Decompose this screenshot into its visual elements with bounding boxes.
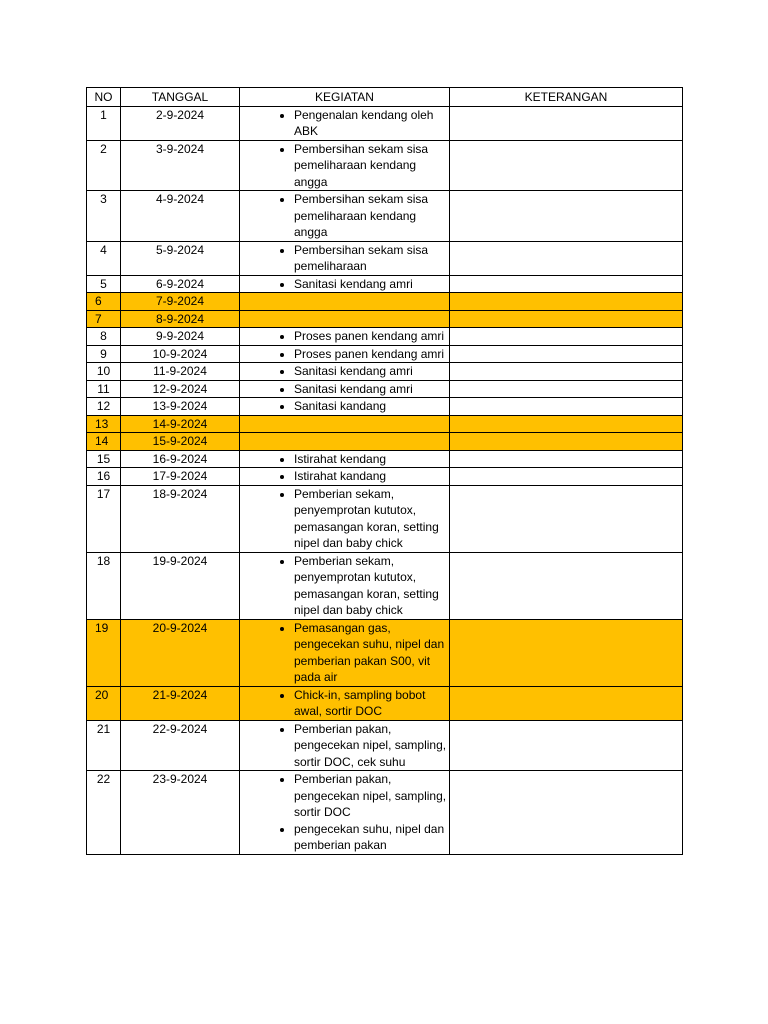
activity-list	[242, 721, 447, 771]
row-keterangan	[450, 450, 683, 468]
row-activities	[240, 485, 450, 552]
row-date: 21-9-2024	[121, 686, 240, 720]
table-row	[87, 293, 683, 311]
row-date: 13-9-2024	[121, 398, 240, 416]
activity-list	[242, 771, 447, 854]
activity-list	[242, 381, 447, 398]
row-activities	[240, 686, 450, 720]
activity-item: • Istirahat kandang	[294, 468, 447, 485]
table-row	[87, 275, 683, 293]
row-number: 20	[87, 686, 121, 720]
table-row	[87, 686, 683, 720]
activity-list	[242, 191, 447, 241]
activity-list	[242, 363, 447, 380]
row-number: 13	[87, 415, 121, 433]
row-date: 20-9-2024	[121, 619, 240, 686]
row-date: 10-9-2024	[121, 345, 240, 363]
row-activities	[240, 380, 450, 398]
row-keterangan	[450, 619, 683, 686]
row-date: 16-9-2024	[121, 450, 240, 468]
activity-list	[242, 687, 447, 720]
row-date: 7-9-2024	[121, 293, 240, 311]
row-keterangan	[450, 468, 683, 486]
row-keterangan	[450, 140, 683, 191]
row-keterangan	[450, 363, 683, 381]
row-number: 4	[87, 241, 121, 275]
table-row	[87, 380, 683, 398]
activity-list	[242, 553, 447, 619]
row-keterangan	[450, 345, 683, 363]
activity-list	[242, 311, 447, 327]
row-activities	[240, 293, 450, 311]
row-date: 3-9-2024	[121, 140, 240, 191]
row-keterangan	[450, 310, 683, 328]
header-kegiatan: KEGIATAN	[240, 88, 450, 107]
row-number: 21	[87, 720, 121, 771]
table-row	[87, 140, 683, 191]
activity-list	[242, 346, 447, 363]
table-row	[87, 106, 683, 140]
row-keterangan	[450, 380, 683, 398]
header-tanggal: TANGGAL	[121, 88, 240, 107]
row-keterangan	[450, 398, 683, 416]
activity-list	[242, 242, 447, 275]
row-keterangan	[450, 191, 683, 242]
table-row	[87, 328, 683, 346]
activity-list	[242, 620, 447, 686]
row-date: 6-9-2024	[121, 275, 240, 293]
activity-item: • Sanitasi kendang amri	[294, 363, 447, 380]
row-number: 19	[87, 619, 121, 686]
activity-list	[242, 451, 447, 468]
activity-list	[242, 293, 447, 309]
row-date: 5-9-2024	[121, 241, 240, 275]
row-number: 15	[87, 450, 121, 468]
row-activities	[240, 398, 450, 416]
activity-item: • Pembersihan sekam sisa pemeliharaan kendang angga	[294, 141, 447, 191]
row-date: 8-9-2024	[121, 310, 240, 328]
row-activities	[240, 450, 450, 468]
row-date: 18-9-2024	[121, 485, 240, 552]
table-row	[87, 619, 683, 686]
activity-list	[242, 328, 447, 345]
row-keterangan	[450, 485, 683, 552]
row-number: 3	[87, 191, 121, 242]
table-row	[87, 485, 683, 552]
row-keterangan	[450, 106, 683, 140]
activity-list	[242, 276, 447, 293]
activity-list	[242, 416, 447, 432]
row-date: 11-9-2024	[121, 363, 240, 381]
row-keterangan	[450, 433, 683, 451]
table-row	[87, 720, 683, 771]
row-activities	[240, 275, 450, 293]
activity-item: • Proses panen kendang amri	[294, 346, 447, 363]
row-number: 9	[87, 345, 121, 363]
row-activities	[240, 415, 450, 433]
row-keterangan	[450, 686, 683, 720]
row-number: 7	[87, 310, 121, 328]
row-date: 4-9-2024	[121, 191, 240, 242]
table-row	[87, 363, 683, 381]
activity-item: • Pemberian pakan, pengecekan nipel, sampling, sortir DOC	[294, 771, 447, 821]
row-activities	[240, 552, 450, 619]
table-row	[87, 345, 683, 363]
activity-item: • pengecekan suhu, nipel dan pemberian pakan	[294, 821, 447, 854]
activity-item: • Pemberian sekam, penyemprotan kututox, pemasangan koran, setting nipel dan baby chick	[294, 486, 447, 552]
row-date: 17-9-2024	[121, 468, 240, 486]
activity-item: • Pemberian sekam, penyemprotan kututox, pemasangan koran, setting nipel dan baby chick	[294, 553, 447, 619]
row-number: 10	[87, 363, 121, 381]
row-date: 12-9-2024	[121, 380, 240, 398]
activity-item: • Istirahat kendang	[294, 451, 447, 468]
row-keterangan	[450, 415, 683, 433]
row-keterangan	[450, 552, 683, 619]
row-number: 1	[87, 106, 121, 140]
table-row	[87, 468, 683, 486]
table-row	[87, 450, 683, 468]
row-number: 12	[87, 398, 121, 416]
activity-list	[242, 141, 447, 191]
row-number: 5	[87, 275, 121, 293]
row-number: 17	[87, 485, 121, 552]
row-date: 15-9-2024	[121, 433, 240, 451]
activity-list	[242, 433, 447, 449]
header-keterangan: KETERANGAN	[450, 88, 683, 107]
row-number: 14	[87, 433, 121, 451]
activity-list	[242, 486, 447, 552]
row-keterangan	[450, 275, 683, 293]
row-date: 19-9-2024	[121, 552, 240, 619]
row-activities	[240, 328, 450, 346]
row-keterangan	[450, 771, 683, 855]
row-number: 6	[87, 293, 121, 311]
activity-item: • Sanitasi kandang	[294, 398, 447, 415]
row-activities	[240, 619, 450, 686]
row-activities	[240, 433, 450, 451]
activity-item: • Pembersihan sekam sisa pemeliharaan kendang angga	[294, 191, 447, 241]
table-body	[87, 106, 683, 854]
row-number: 8	[87, 328, 121, 346]
row-activities	[240, 241, 450, 275]
row-activities	[240, 191, 450, 242]
activity-item: • Pemberian pakan, pengecekan nipel, sampling, sortir DOC, cek suhu	[294, 721, 447, 771]
activity-item: • Sanitasi kendang amri	[294, 381, 447, 398]
table-row	[87, 241, 683, 275]
row-activities	[240, 140, 450, 191]
activity-item: • Pemasangan gas, pengecekan suhu, nipel dan pemberian pakan S00, vit pada air	[294, 620, 447, 686]
table-row	[87, 191, 683, 242]
row-number: 11	[87, 380, 121, 398]
row-activities	[240, 720, 450, 771]
header-no: NO	[87, 88, 121, 107]
row-keterangan	[450, 293, 683, 311]
activity-item: • Sanitasi kendang amri	[294, 276, 447, 293]
row-activities	[240, 771, 450, 855]
activity-list	[242, 107, 447, 140]
row-date: 14-9-2024	[121, 415, 240, 433]
table-row	[87, 433, 683, 451]
table-header-row	[87, 88, 683, 107]
activity-list	[242, 468, 447, 485]
row-activities	[240, 106, 450, 140]
table-row	[87, 310, 683, 328]
row-date: 23-9-2024	[121, 771, 240, 855]
row-number: 18	[87, 552, 121, 619]
table-row	[87, 415, 683, 433]
row-keterangan	[450, 241, 683, 275]
activity-item: • Chick-in, sampling bobot awal, sortir DOC	[294, 687, 447, 720]
activity-item: • Pengenalan kendang oleh ABK	[294, 107, 447, 140]
row-date: 2-9-2024	[121, 106, 240, 140]
row-date: 9-9-2024	[121, 328, 240, 346]
row-number: 16	[87, 468, 121, 486]
row-keterangan	[450, 720, 683, 771]
row-keterangan	[450, 328, 683, 346]
table-row	[87, 771, 683, 855]
table-row	[87, 398, 683, 416]
activity-list	[242, 398, 447, 415]
row-activities	[240, 363, 450, 381]
row-activities	[240, 345, 450, 363]
row-activities	[240, 310, 450, 328]
table-row	[87, 552, 683, 619]
row-number: 2	[87, 140, 121, 191]
row-activities	[240, 468, 450, 486]
row-date: 22-9-2024	[121, 720, 240, 771]
activity-log-table	[86, 87, 683, 855]
activity-item: • Proses panen kendang amri	[294, 328, 447, 345]
activity-item: • Pembersihan sekam sisa pemeliharaan	[294, 242, 447, 275]
row-number: 22	[87, 771, 121, 855]
